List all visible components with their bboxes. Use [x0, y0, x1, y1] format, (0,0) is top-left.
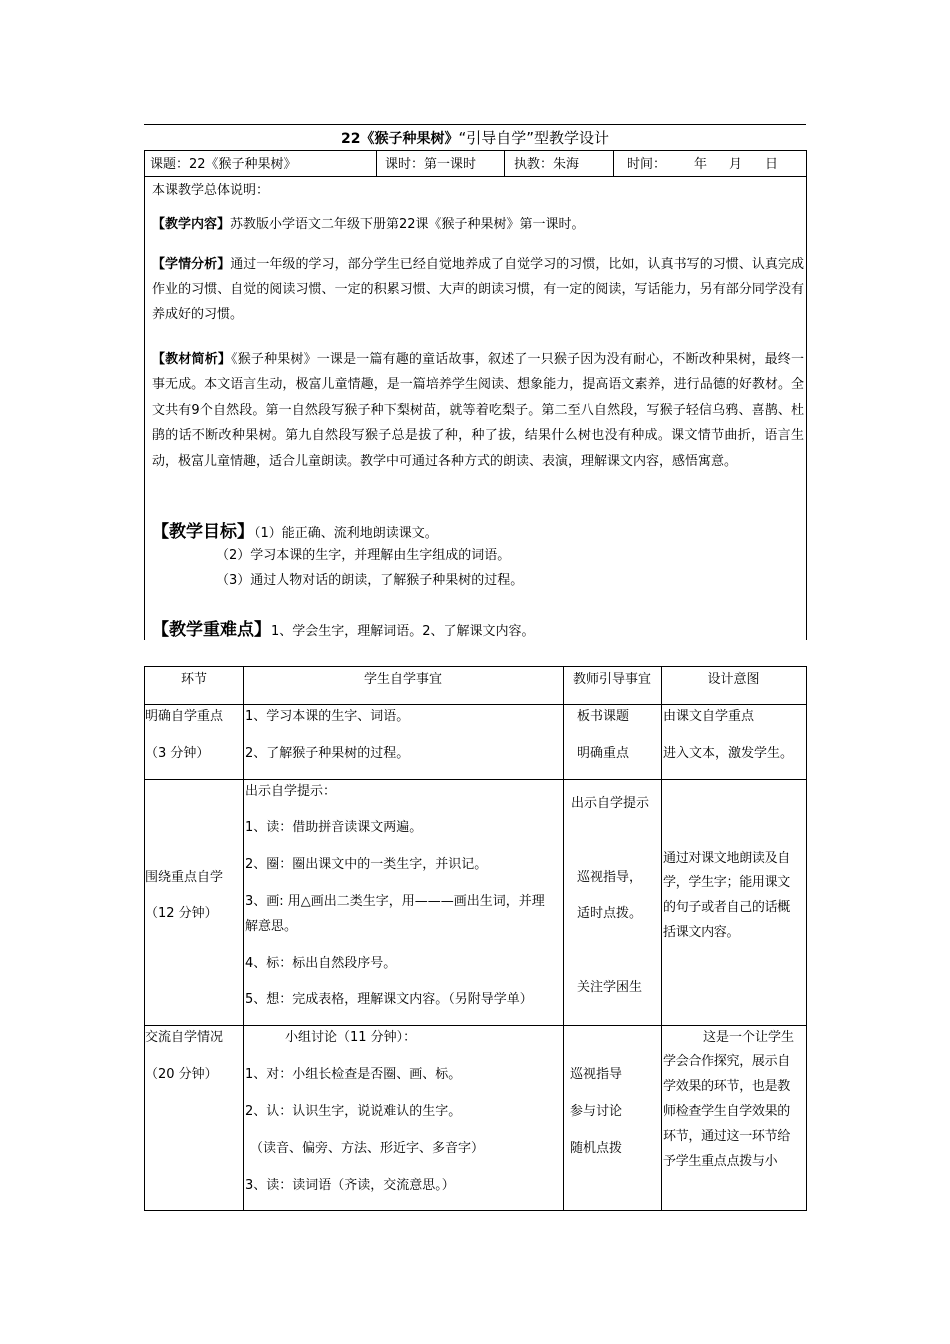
year-label: 年: [694, 157, 708, 172]
row2-student-5: 解意思。: [245, 919, 298, 934]
row3-student-3: 2、认：认识生字，说说难认的生字。: [245, 1104, 462, 1119]
goal-1: （1）能正确、流利地朗读课文。: [254, 526, 438, 541]
row3-teacher-3: 随机点拨: [570, 1141, 623, 1156]
row1-teacher-2: 明确重点: [577, 746, 630, 761]
row3-student-5: 3、读：读词语（齐读，交流意思。）: [245, 1178, 455, 1193]
keypoints-line: [152, 618, 535, 644]
goals-label: 【教学目标】: [152, 522, 254, 542]
row3-intent-6: 予学生重点点拨与小: [663, 1154, 778, 1169]
row2-student-1: 出示自学提示：: [245, 784, 337, 799]
row1-student-1: 1、学习本课的生字、词语。: [245, 709, 410, 724]
row2-student-3: 2、圈：圈出课文中的一类生字，并识记。: [245, 857, 488, 872]
col-divider-1: [243, 666, 244, 1211]
keypoints-label: 【教学重难点】: [152, 620, 271, 640]
overview-right-border: [806, 150, 807, 640]
row3-intent-4: 师检查学生自学效果的: [663, 1104, 791, 1119]
info-divider-1: [376, 150, 377, 176]
header-intent: 设计意图: [707, 672, 760, 687]
row3-student-1: 小组讨论（11 分钟）：: [285, 1030, 417, 1045]
row3-duration: （20 分钟）: [145, 1067, 218, 1082]
row3-teacher-2: 参与讨论: [570, 1104, 623, 1119]
overview-left-border: [144, 150, 145, 640]
content-label: 【教学内容】: [152, 217, 231, 232]
topic-cell: 课题：22《猴子种果树》: [150, 157, 297, 172]
row2-teacher-4: 关注学困生: [577, 980, 643, 995]
col-divider-2: [563, 666, 564, 1211]
col-divider-3: [661, 666, 662, 1211]
content-paragraph: [152, 213, 804, 237]
row3-intent-2: 学会合作探究，展示自: [663, 1054, 791, 1069]
goal-2: （2）学习本课的生字，并理解由生字组成的词语。: [216, 548, 511, 563]
content-text: 苏教版小学语文二年级下册第22课《猴子种果树》第一课时。: [230, 217, 585, 232]
row2-duration: （12 分钟）: [145, 906, 218, 921]
row3-intent-5: 环节，通过这一环节给: [663, 1129, 791, 1144]
row2-intent-1: 通过对课文地朗读及自: [663, 851, 791, 866]
row2-student-4: 3、画: 用△画出二类生字，用———画出生词，并理: [245, 894, 545, 909]
page-title: [0, 129, 950, 148]
time-label: 时间：: [627, 157, 667, 172]
row2-teacher-1: 出示自学提示: [571, 796, 650, 811]
goals-line: [152, 520, 438, 546]
row1-stage: 明确自学重点: [145, 709, 224, 724]
analysis-label: 【学情分析】: [152, 257, 231, 272]
row2-student-7: 5、想：完成表格，理解课文内容。（另附导学单）: [245, 992, 533, 1007]
material-paragraph: [152, 347, 804, 474]
analysis-paragraph: [152, 252, 804, 327]
row1-intent-2: 进入文本，激发学生。: [663, 746, 794, 761]
table-right-border: [806, 666, 807, 1211]
row3-teacher-1: 巡视指导: [570, 1067, 623, 1082]
row2-student-2: 1、读：借助拼音读课文两遍。: [245, 820, 423, 835]
header-stage: 环节: [180, 672, 207, 687]
row1-duration: （3 分钟）: [145, 746, 210, 761]
row2-student-6: 4、标：标出自然段序号。: [245, 956, 397, 971]
row1-teacher-1: 板书课题: [577, 709, 630, 724]
title-rule: [144, 150, 806, 151]
day-label: 日: [765, 157, 779, 172]
row3-intent-1: 这是一个让学生: [703, 1030, 795, 1045]
title-suffix: “引导自学”型教学设计: [458, 129, 610, 147]
row3-student-4: （读音、偏旁、方法、形近字、多音字）: [250, 1141, 485, 1156]
month-label: 月: [729, 157, 743, 172]
keypoints-text: 1、学会生字，理解词语。2、了解课文内容。: [271, 624, 535, 639]
info-divider-2: [504, 150, 505, 176]
goal-3: （3）通过人物对话的朗读，了解猴子种果树的过程。: [216, 573, 524, 588]
material-text: 《猴子种果树》一课是一篇有趣的童话故事，叙述了一只猴子因为没有耐心，不断改种果树，最终一事无成。本文语言生动，极富儿童情趣，是一篇培养学生阅读、想象能力，提高语文素养，进行品德的好教材。全文共有9个自然段。第一自然段写猴子种下梨树苗，就等着吃梨子。第二至八自然段，写猴子轻信乌鸦、喜鹊、杜鹃的话不断改种果树。第九自然段写猴子总是拔了种，种了拔，结果什么树也没有种成。课文情节曲折，语言生动，极富儿童情趣，适合儿童朗读。教学中可通过各种方式的朗读、表演，理解课文内容，感悟寓意。: [152, 352, 804, 469]
row2-stage: 围绕重点自学: [145, 870, 224, 885]
title-prefix: 22《猴子种果树》: [340, 131, 459, 147]
row1-intent-1: 由课文自学重点: [663, 709, 755, 724]
row2-intent-3: 的句子或者自己的话概: [663, 900, 791, 915]
info-divider-3: [613, 150, 614, 176]
teacher-cell: 执教：朱海: [514, 157, 580, 172]
row2-intent-4: 括课文内容。: [663, 925, 740, 940]
row2-teacher-3: 适时点拨。: [577, 906, 643, 921]
row2-intent-2: 学，学生字；能用课文: [663, 875, 791, 890]
analysis-text: 通过一年级的学习，部分学生已经自觉地养成了自觉学习的习惯，比如，认真书写的习惯、认真完成作业的习惯、自觉的阅读习惯、一定的积累习惯、大声的朗读习惯，有一定的阅读，写话能力，另有部分同学没有养成好的习惯。: [152, 257, 804, 322]
row1-student-2: 2、了解猴子种果树的过程。: [245, 746, 410, 761]
header-student: 学生自学事宜: [363, 672, 442, 687]
row2-teacher-2: 巡视指导，: [577, 870, 643, 885]
info-rule: [144, 176, 806, 177]
top-rule: [144, 124, 806, 125]
row3-intent-3: 学效果的环节，也是教: [663, 1079, 791, 1094]
period-cell: 课时：第一课时: [385, 157, 477, 172]
row3-student-2: 1、对：小组长检查是否圈、画、标。: [245, 1067, 462, 1082]
row3-stage: 交流自学情况: [145, 1030, 224, 1045]
material-label: 【教材简析】: [152, 352, 232, 367]
overview-heading: 本课教学总体说明：: [152, 183, 270, 198]
header-teacher: 教师引导事宜: [572, 672, 651, 687]
